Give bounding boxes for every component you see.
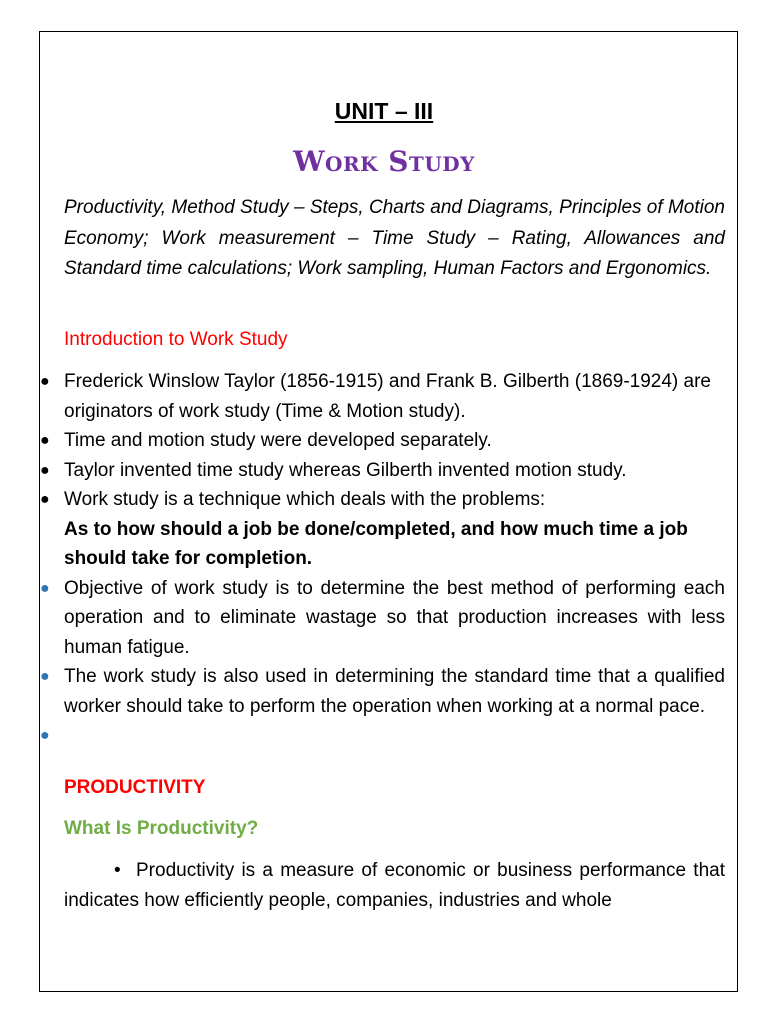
syllabus-paragraph: Productivity, Method Study – Steps, Charts and Diagrams, Principles of Motion Economy; Work measurement – Time Study – Rating, Allowances and Standard time calculations; Work sampling, Human Factors and Ergonomics. — [64, 197, 725, 280]
list-item-text: Frederick Winslow Taylor (1856-1915) and Frank B. Gilberth (1869-1924) are originators of work study (Time & Motion study). — [64, 371, 712, 422]
section-title: Work Study — [293, 145, 475, 178]
bullet-dot-icon: ● — [40, 668, 50, 685]
bullet-dot-icon: ● — [40, 491, 50, 508]
list-item — [40, 456, 725, 486]
list-item-text: The work study is also used in determining the standard time that a qualified worker should take to perform the operation when working at a normal pace. — [64, 666, 725, 717]
bullet-dot-icon: ● — [40, 727, 50, 744]
list-item-text: Work study is a technique which deals with the problems: — [64, 489, 546, 510]
list-item-text: Objective of work study is to determine the best method of performing each operation and to eliminate wastage so that production increases with less human fatigue. — [64, 577, 725, 658]
bullet-list — [40, 367, 725, 744]
intro-heading: Introduction to Work Study — [64, 329, 288, 350]
paragraph-text: Productivity is a measure of economic or business performance that indicates how efficiently people, companies, industries and whole — [64, 860, 725, 911]
list-item — [40, 367, 725, 426]
bullet-dot-icon: ● — [40, 432, 50, 449]
list-item — [40, 574, 725, 663]
unit-title: UNIT – III — [334, 98, 434, 124]
what-is-productivity-heading: What Is Productivity? — [64, 818, 259, 839]
list-item-bold-text: As to how should a job be done/completed, and how much time a job should take for completion. — [64, 518, 688, 569]
list-item — [40, 485, 725, 574]
productivity-heading: PRODUCTIVITY — [64, 777, 206, 798]
list-item — [40, 426, 725, 456]
bullet-round-icon: • — [114, 860, 121, 881]
bullet-dot-icon: ● — [40, 579, 50, 597]
bullet-dot-icon: ● — [40, 461, 50, 479]
list-item-text: Time and motion study were developed separately. — [64, 430, 492, 451]
list-item — [40, 662, 725, 721]
productivity-paragraph — [64, 856, 725, 916]
list-item-text: Taylor invented time study whereas Gilberth invented motion study. — [64, 459, 627, 481]
bullet-dot-icon: ● — [40, 373, 50, 390]
